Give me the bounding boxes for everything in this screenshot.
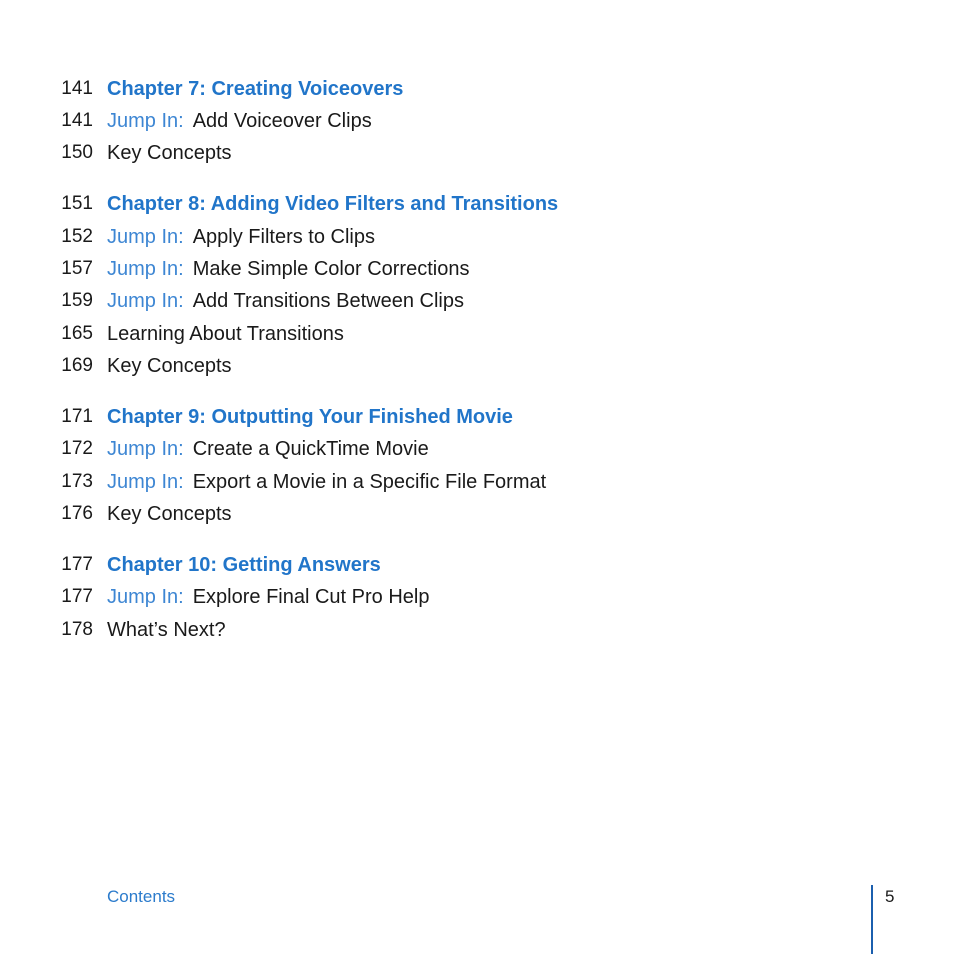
jump-in-prefix: Jump In: [107,258,184,280]
toc-entry-label: Create a QuickTime Movie [192,438,429,460]
toc-entry-label: Export a Movie in a Specific File Format [192,471,547,493]
jump-in-prefix: Jump In: [107,226,184,248]
jump-in-prefix: Jump In: [107,438,184,460]
toc-chapter-title: Chapter 7: Creating Voiceovers [107,78,404,100]
toc-page-number: 157 [61,258,93,279]
page-number: 5 [885,887,895,906]
toc-page-number: 165 [61,323,93,344]
toc-page-number: 178 [61,619,93,640]
toc-page-number: 159 [61,290,93,311]
toc-page-number: 150 [61,142,93,163]
jump-in-prefix: Jump In: [107,110,184,132]
toc-page-number: 141 [61,110,93,131]
toc-entry-label: Explore Final Cut Pro Help [192,586,430,608]
jump-in-prefix: Jump In: [107,290,184,312]
toc-entry-label: Key Concepts [107,355,232,377]
footer-divider [871,885,873,954]
footer-section-label: Contents [107,887,176,906]
toc-entry-label: Key Concepts [107,503,232,525]
toc-chapter-title: Chapter 8: Adding Video Filters and Transitions [107,193,559,215]
toc-entry-label: What’s Next? [107,619,226,641]
toc-entry-label: Add Transitions Between Clips [192,290,464,312]
toc-entry-text [107,435,429,463]
toc-chapter-title: Chapter 10: Getting Answers [107,554,381,576]
toc-entry-label: Add Voiceover Clips [192,110,372,132]
toc-entry-text [107,583,429,611]
toc-page-number: 171 [61,406,93,427]
toc-entry-text [107,468,546,496]
toc-page-number: 173 [61,471,93,492]
toc-entry-label: Apply Filters to Clips [192,226,375,248]
toc-page-number: 152 [61,226,93,247]
toc-entry-text [107,287,464,315]
toc-page-number: 177 [61,554,93,575]
jump-in-prefix: Jump In: [107,471,184,493]
toc-page-number: 141 [61,78,93,99]
toc-page-number: 172 [61,438,93,459]
toc-page-number: 151 [61,193,93,214]
toc-chapter-title: Chapter 9: Outputting Your Finished Movie [107,406,513,428]
toc-entry-text [107,255,469,283]
toc-entry-text [107,107,372,135]
toc-page-number: 177 [61,586,93,607]
jump-in-prefix: Jump In: [107,586,184,608]
toc-entry-label: Key Concepts [107,142,232,164]
toc-entry-label: Learning About Transitions [107,323,344,345]
toc-page-number: 176 [61,503,93,524]
toc-entry-label: Make Simple Color Corrections [192,258,470,280]
toc-entry-text [107,223,375,251]
toc-page-number: 169 [61,355,93,376]
